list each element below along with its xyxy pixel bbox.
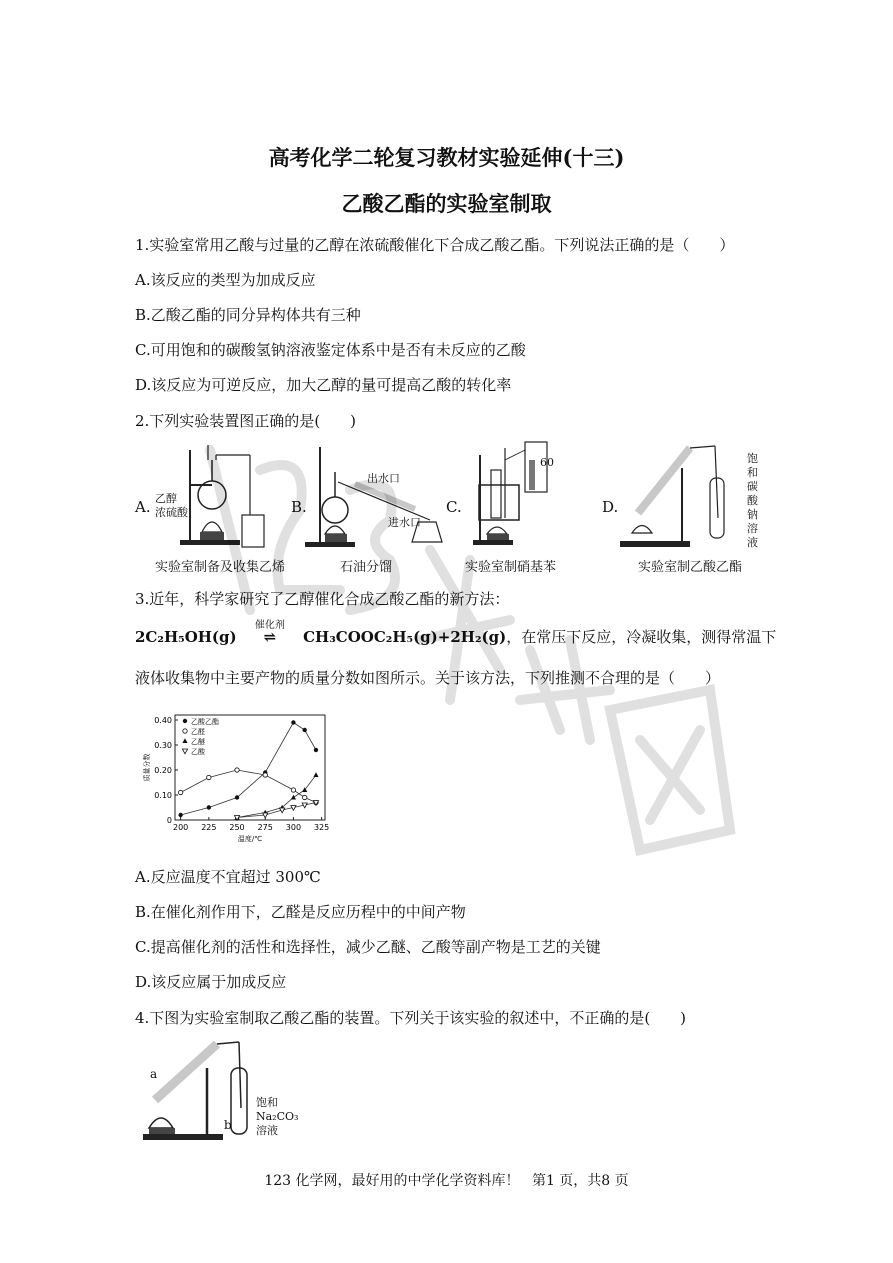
series-3-point [291,795,296,800]
series-1-point [314,748,318,752]
series-1-point [235,795,239,799]
y-tick-label: 0 [166,816,172,825]
apparatus-b-label-water-out: 出水口 [367,472,400,485]
legend-label-3: 乙醚 [191,738,205,746]
apparatus-b-caption: 石油分馏 [340,560,393,575]
legend-label-1: 乙酸乙酯 [191,718,219,726]
q1-stem: 1.实验室常用乙酸与过量的乙醇在浓硫酸催化下合成乙酸乙酯。下列说法正确的是（ ） [135,236,735,254]
q2-letter-b: B. [291,498,307,516]
q4-label-b: b [224,1118,232,1132]
equation-products: CH₃COOC₂H₅(g)+2H₂(g) [303,628,507,646]
apparatus-d-solution-label: 饱和碳酸钠溶液 [747,452,758,549]
y-tick-label: 0.40 [154,716,172,725]
q3-chart [135,705,335,845]
q3-equation [135,620,777,647]
legend-label-4: 乙酸 [191,748,205,756]
apparatus-a-label-acid: 浓硫酸 [155,506,188,519]
q4-label-a: a [150,1067,158,1081]
apparatus-b-label-water-in: 进水口 [388,516,421,529]
apparatus-c-caption: 实验室制硝基苯 [465,560,557,575]
equation-reactant: 2C₂H₅OH(g) [135,628,237,646]
y-axis-label: 质量分数 [143,753,151,782]
document-subtitle: 乙酸乙酯的实验室制取 [341,191,552,216]
q2-letter-d: D. [602,498,619,516]
q3-stem: 3.近年，科学家研究了乙醇催化合成乙酸乙酯的新方法： [135,590,510,608]
x-tick-label: 250 [229,823,245,832]
q3-option-d: D.该反应属于加成反应 [135,973,287,991]
equation-arrow: 催化剂 ⇌ [242,628,298,646]
q1-option-c: C.可用饱和的碳酸氢钠溶液鉴定体系中是否有未反应的乙酸 [135,341,526,359]
legend-marker-3 [182,738,187,743]
legend-marker-1 [183,719,187,723]
x-tick-label: 200 [172,823,189,832]
apparatus-c-nitrobenzene [465,440,585,555]
q2-stem: 2.下列实验装置图正确的是( ) [135,412,357,430]
apparatus-a-caption: 实验室制备及收集乙烯 [155,560,286,575]
apparatus-d-caption: 实验室制乙酸乙酯 [638,560,743,575]
legend-label-2: 乙醛 [191,728,205,736]
x-tick-label: 300 [285,823,302,832]
x-axis-label: 温度/℃ [237,835,263,843]
series-1-point [291,720,295,724]
q2-letter-a: A. [135,498,151,516]
q3-option-b: B.在催化剂作用下，乙醛是反应历程中的中间产物 [135,903,466,921]
apparatus-c-thermometer-reading: 60 [540,456,554,469]
series-1-point [178,813,182,817]
series-2-point [178,790,182,794]
q1-option-d: D.该反应为可逆反应，加大乙醇的量可提高乙酸的转化率 [135,376,512,394]
apparatus-a-label-ethanol: 乙醇 [155,492,177,505]
q1-option-a: A.该反应的类型为加成反应 [135,271,316,289]
apparatus-b-distillation [300,442,460,554]
series-1-point [302,728,306,732]
q3-option-c: C.提高催化剂的活性和选择性，减少乙醚、乙酸等副产物是工艺的关键 [135,938,601,956]
series-1-point [207,805,211,809]
q3-stem-continued: 液体收集物中主要产物的质量分数如图所示。关于该方法，下列推测不合理的是（ ） [135,669,721,687]
x-tick-label: 325 [313,823,330,832]
q4-solution-label: 饱和 Na₂CO₃ 溶液 [256,1096,299,1137]
series-3-point [313,772,318,777]
apparatus-d-ethyl-acetate [620,438,740,555]
x-tick-label: 225 [201,823,217,832]
y-tick-label: 0.10 [154,791,172,800]
series-line-1 [181,723,316,816]
legend-marker-2 [183,729,187,733]
q3-option-a: A.反应温度不宜超过 300℃ [135,868,321,886]
q2-letter-c: C. [446,498,462,516]
series-2-point [235,768,239,772]
series-2-point [302,795,306,799]
q4-stem: 4.下图为实验室制取乙酸乙酯的装置。下列关于该实验的叙述中，不正确的是( ) [135,1009,687,1027]
x-tick-label: 275 [257,823,273,832]
q1-option-b: B.乙酸乙酯的同分异构体共有三种 [135,306,361,324]
y-tick-label: 0.30 [154,741,172,750]
footer-site: 123 化学网，最好用的中学化学资料库！ [264,1173,520,1189]
equation-condition: 催化剂 [254,620,285,631]
equation-tail: ，在常压下反应，冷凝收集，测得常温下 [506,628,777,646]
series-2-point [263,773,267,777]
document-title: 高考化学二轮复习教材实验延伸(十三) [268,145,625,170]
series-line-2 [181,770,316,803]
page-footer [0,1170,893,1190]
series-2-point [207,775,211,779]
y-tick-label: 0.20 [154,766,172,775]
footer-page-number: 第1 页，共8 页 [531,1173,629,1189]
series-2-point [291,788,295,792]
legend-marker-4 [182,749,187,754]
